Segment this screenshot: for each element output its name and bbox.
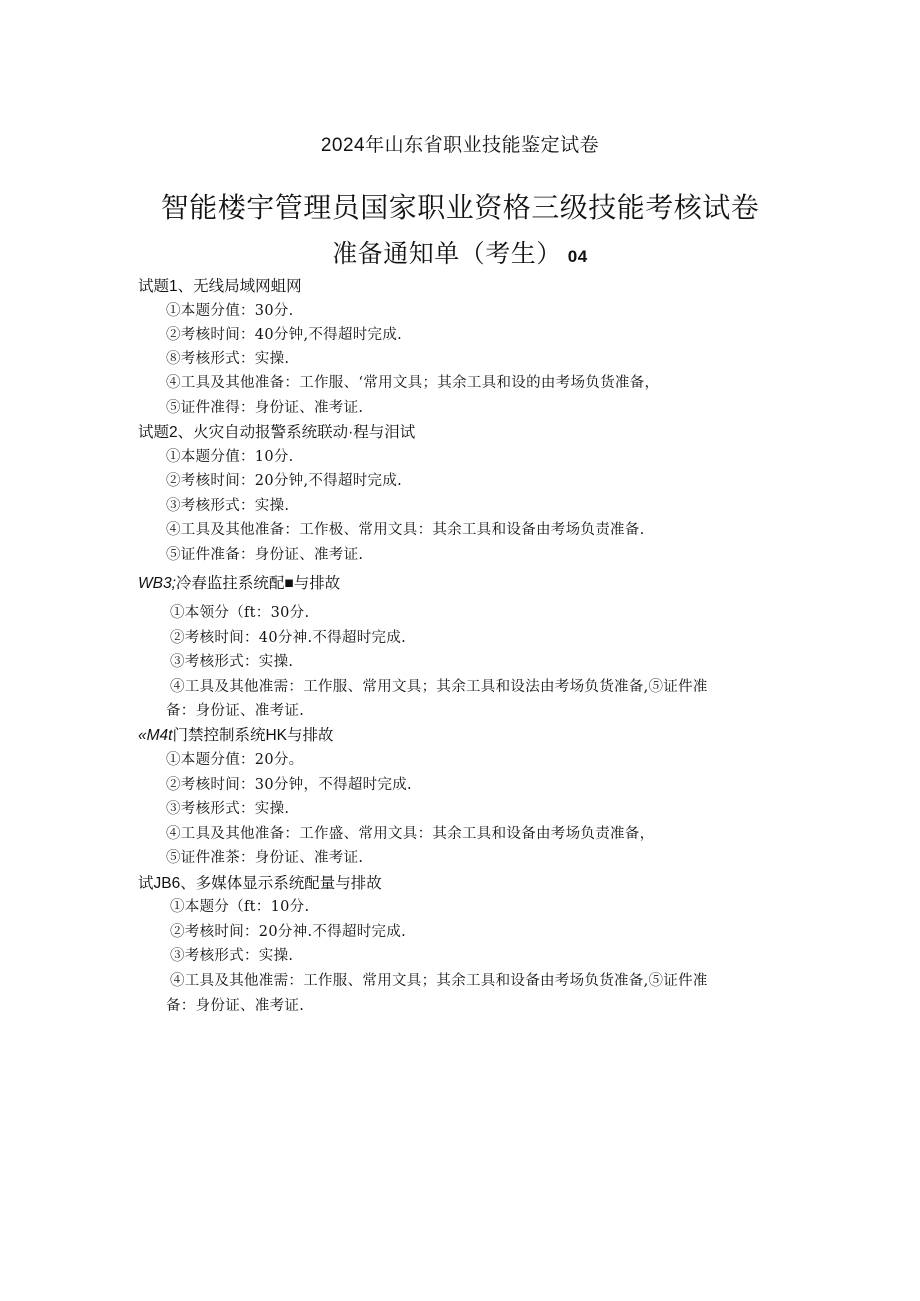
- section-5-item: ④工具及其他准需：工作服、常用文具；其余工具和设备由考场负货准备,⑤证件准: [170, 973, 708, 989]
- section-3-heading-text: 冷春监拄系统配■与排故: [175, 575, 341, 592]
- section-5-heading: 试JB6、多媒体显示系统配量与排故: [138, 875, 382, 892]
- section-3-item: ①本领分（ft：30分.: [170, 605, 310, 621]
- section-3-item: ④工具及其他准需：工作服、常用文具；其余工具和设法由考场负货准备,⑤证件准: [170, 679, 708, 695]
- section-1-heading: 试题1、无线局域网蛆网: [138, 278, 302, 295]
- section-4-heading-text: 门禁控制系统HK与排故: [172, 727, 334, 744]
- section-4-item: ②考核时间：30分钟，不得超时完成.: [166, 777, 412, 793]
- section-1-item: ②考核时间：40分钟,不得超时完成.: [166, 327, 403, 343]
- section-2-item: ③考核形式：实操.: [166, 498, 290, 514]
- document-subtitle: [0, 234, 920, 270]
- section-4-heading-lead: «M4t: [138, 727, 173, 744]
- section-1-item: ⑧考核形式：实操.: [166, 351, 290, 367]
- section-1-item: ④工具及其他准备：工作服、‘常用文具；其余工具和设的由考场负货准备，: [166, 375, 660, 391]
- section-3-heading: [138, 571, 340, 593]
- section-2-item: ①本题分值：10分.: [166, 449, 294, 465]
- section-1-item: ⑤证件准得：身份证、准考证.: [166, 400, 364, 416]
- section-2-item: ②考核时间：20分钟,不得超时完成.: [166, 473, 403, 489]
- subtitle-number: 04: [567, 247, 588, 266]
- section-5-item: ①本题分（ft：10分.: [170, 899, 310, 915]
- subtitle-text: 准备通知单（考生）: [332, 240, 562, 268]
- section-4-item: ⑤证件准茶：身份证、准考证.: [166, 850, 364, 866]
- section-2-item: ⑤证件准备：身份证、准考证.: [166, 547, 364, 563]
- section-2-heading: 试题2、火灾自动报警系统联动·程与泪试: [138, 424, 416, 441]
- section-5-item: ③考核形式：实操.: [170, 948, 294, 964]
- section-3-heading-lead: WB3;: [138, 575, 176, 592]
- section-4-heading: [138, 723, 334, 745]
- section-4-item: ④工具及其他准备：工作盛、常用文具：其余工具和设备由考场负责准备，: [166, 826, 655, 842]
- document-title: 智能楼宇管理员国家职业资格三级技能考核试卷: [160, 192, 760, 223]
- section-3-item: 备：身份证、准考证.: [166, 703, 305, 719]
- exam-header: 2024年山东省职业技能鉴定试卷: [320, 135, 600, 156]
- section-3-item: ②考核时间：40分神.不得超时完成.: [170, 630, 407, 646]
- section-4-item: ①本题分值：20分。: [166, 752, 304, 768]
- section-5-item: ②考核时间：20分神.不得超时完成.: [170, 924, 407, 940]
- section-4-item: ③考核形式：实操.: [166, 801, 290, 817]
- section-5-item: 备：身份证、准考证.: [166, 998, 305, 1014]
- section-2-item: ④工具及其他准备：工作极、常用文具：其余工具和设备由考场负责准备.: [166, 522, 645, 538]
- section-3-item: ③考核形式：实操.: [170, 654, 294, 670]
- section-1-item: ①本题分值：30分.: [166, 303, 294, 319]
